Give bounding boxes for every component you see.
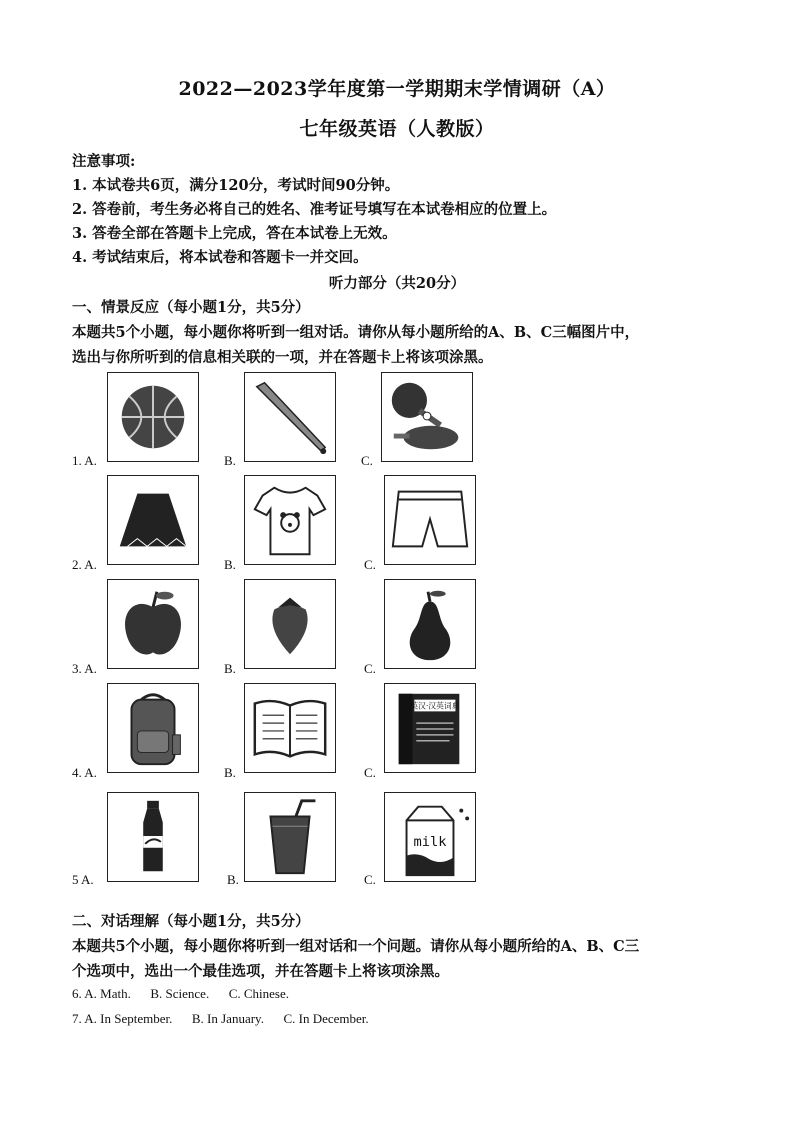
section1-heading: 一、情景反应（每小题1分，共5分） xyxy=(72,299,310,316)
milk-carton-text: milk xyxy=(413,833,447,850)
cola-bottle-icon xyxy=(107,792,199,882)
q5-option-b-label: B. xyxy=(227,872,239,887)
apple-icon xyxy=(107,579,199,669)
question-7: 7. A. In September. B. In January. C. In December. xyxy=(72,1011,369,1026)
q4-option-b-label: B. xyxy=(224,765,236,780)
strawberry-icon xyxy=(244,579,336,669)
notes-heading: 注意事项: xyxy=(72,153,136,170)
q5-option-c-label: C. xyxy=(364,872,376,887)
shorts-icon xyxy=(384,475,476,565)
open-book-icon xyxy=(244,683,336,773)
section1-instruction-1: 本题共5个小题，每小题你将听到一组对话。请你从每小题所给的A、B、C三幅图片中， xyxy=(72,324,640,341)
exam-title: 2022—2023学年度第一学期期末学情调研（A） xyxy=(178,78,616,100)
pear-icon xyxy=(384,579,476,669)
section1-instruction-2: 选出与你所听到的信息相关联的一项，并在答题卡上将该项涂黑。 xyxy=(72,349,493,366)
note-item-2: 2. 答卷前，考生务必将自己的姓名、准考证号填写在本试卷相应的位置上。 xyxy=(72,201,557,218)
ping-pong-paddles-icon xyxy=(381,372,473,462)
section2-heading: 二、对话理解（每小题1分，共5分） xyxy=(72,913,310,930)
question-6: 6. A. Math. B. Science. C. Chinese. xyxy=(72,986,290,1001)
exam-subtitle: 七年级英语（人教版） xyxy=(299,118,495,140)
q1-option-b-label: B. xyxy=(224,453,236,468)
q2-option-a-label: 2. A. xyxy=(72,557,97,572)
listening-heading: 听力部分（共20分） xyxy=(328,275,466,292)
q4-option-a-label: 4. A. xyxy=(72,765,97,780)
q3-option-a-label: 3. A. xyxy=(72,661,97,676)
q4-option-c-label: C. xyxy=(364,765,376,780)
q1-option-a-label: 1. A. xyxy=(72,453,97,468)
q3-option-b-label: B. xyxy=(224,661,236,676)
milk-carton-icon xyxy=(384,792,476,882)
juice-glass-icon xyxy=(244,792,336,882)
skirt-icon xyxy=(107,475,199,565)
q5-option-a-label: 5 A. xyxy=(72,872,94,887)
tshirt-icon xyxy=(244,475,336,565)
note-item-4: 4. 考试结束后，将本试卷和答题卡一并交回。 xyxy=(72,249,368,266)
note-item-3: 3. 答卷全部在答题卡上完成，答在本试卷上无效。 xyxy=(72,225,397,242)
backpack-icon xyxy=(107,683,199,773)
note-item-1: 1. 本试卷共6页，满分120分，考试时间90分钟。 xyxy=(72,177,400,194)
q1-option-c-label: C. xyxy=(361,453,373,468)
section2-instruction-1: 本题共5个小题，每小题你将听到一组对话和一个问题。请你从每小题所给的A、B、C三 xyxy=(72,938,640,955)
basketball-icon xyxy=(107,372,199,462)
baseball-bat-icon xyxy=(244,372,336,462)
q3-option-c-label: C. xyxy=(364,661,376,676)
dictionary-title-text: 英汉·汉英词典 xyxy=(410,701,460,711)
q2-option-c-label: C. xyxy=(364,557,376,572)
section2-instruction-2: 个选项中，选出一个最佳选项，并在答题卡上将该项涂黑。 xyxy=(72,963,449,980)
q2-option-b-label: B. xyxy=(224,557,236,572)
dictionary-icon xyxy=(384,683,476,773)
